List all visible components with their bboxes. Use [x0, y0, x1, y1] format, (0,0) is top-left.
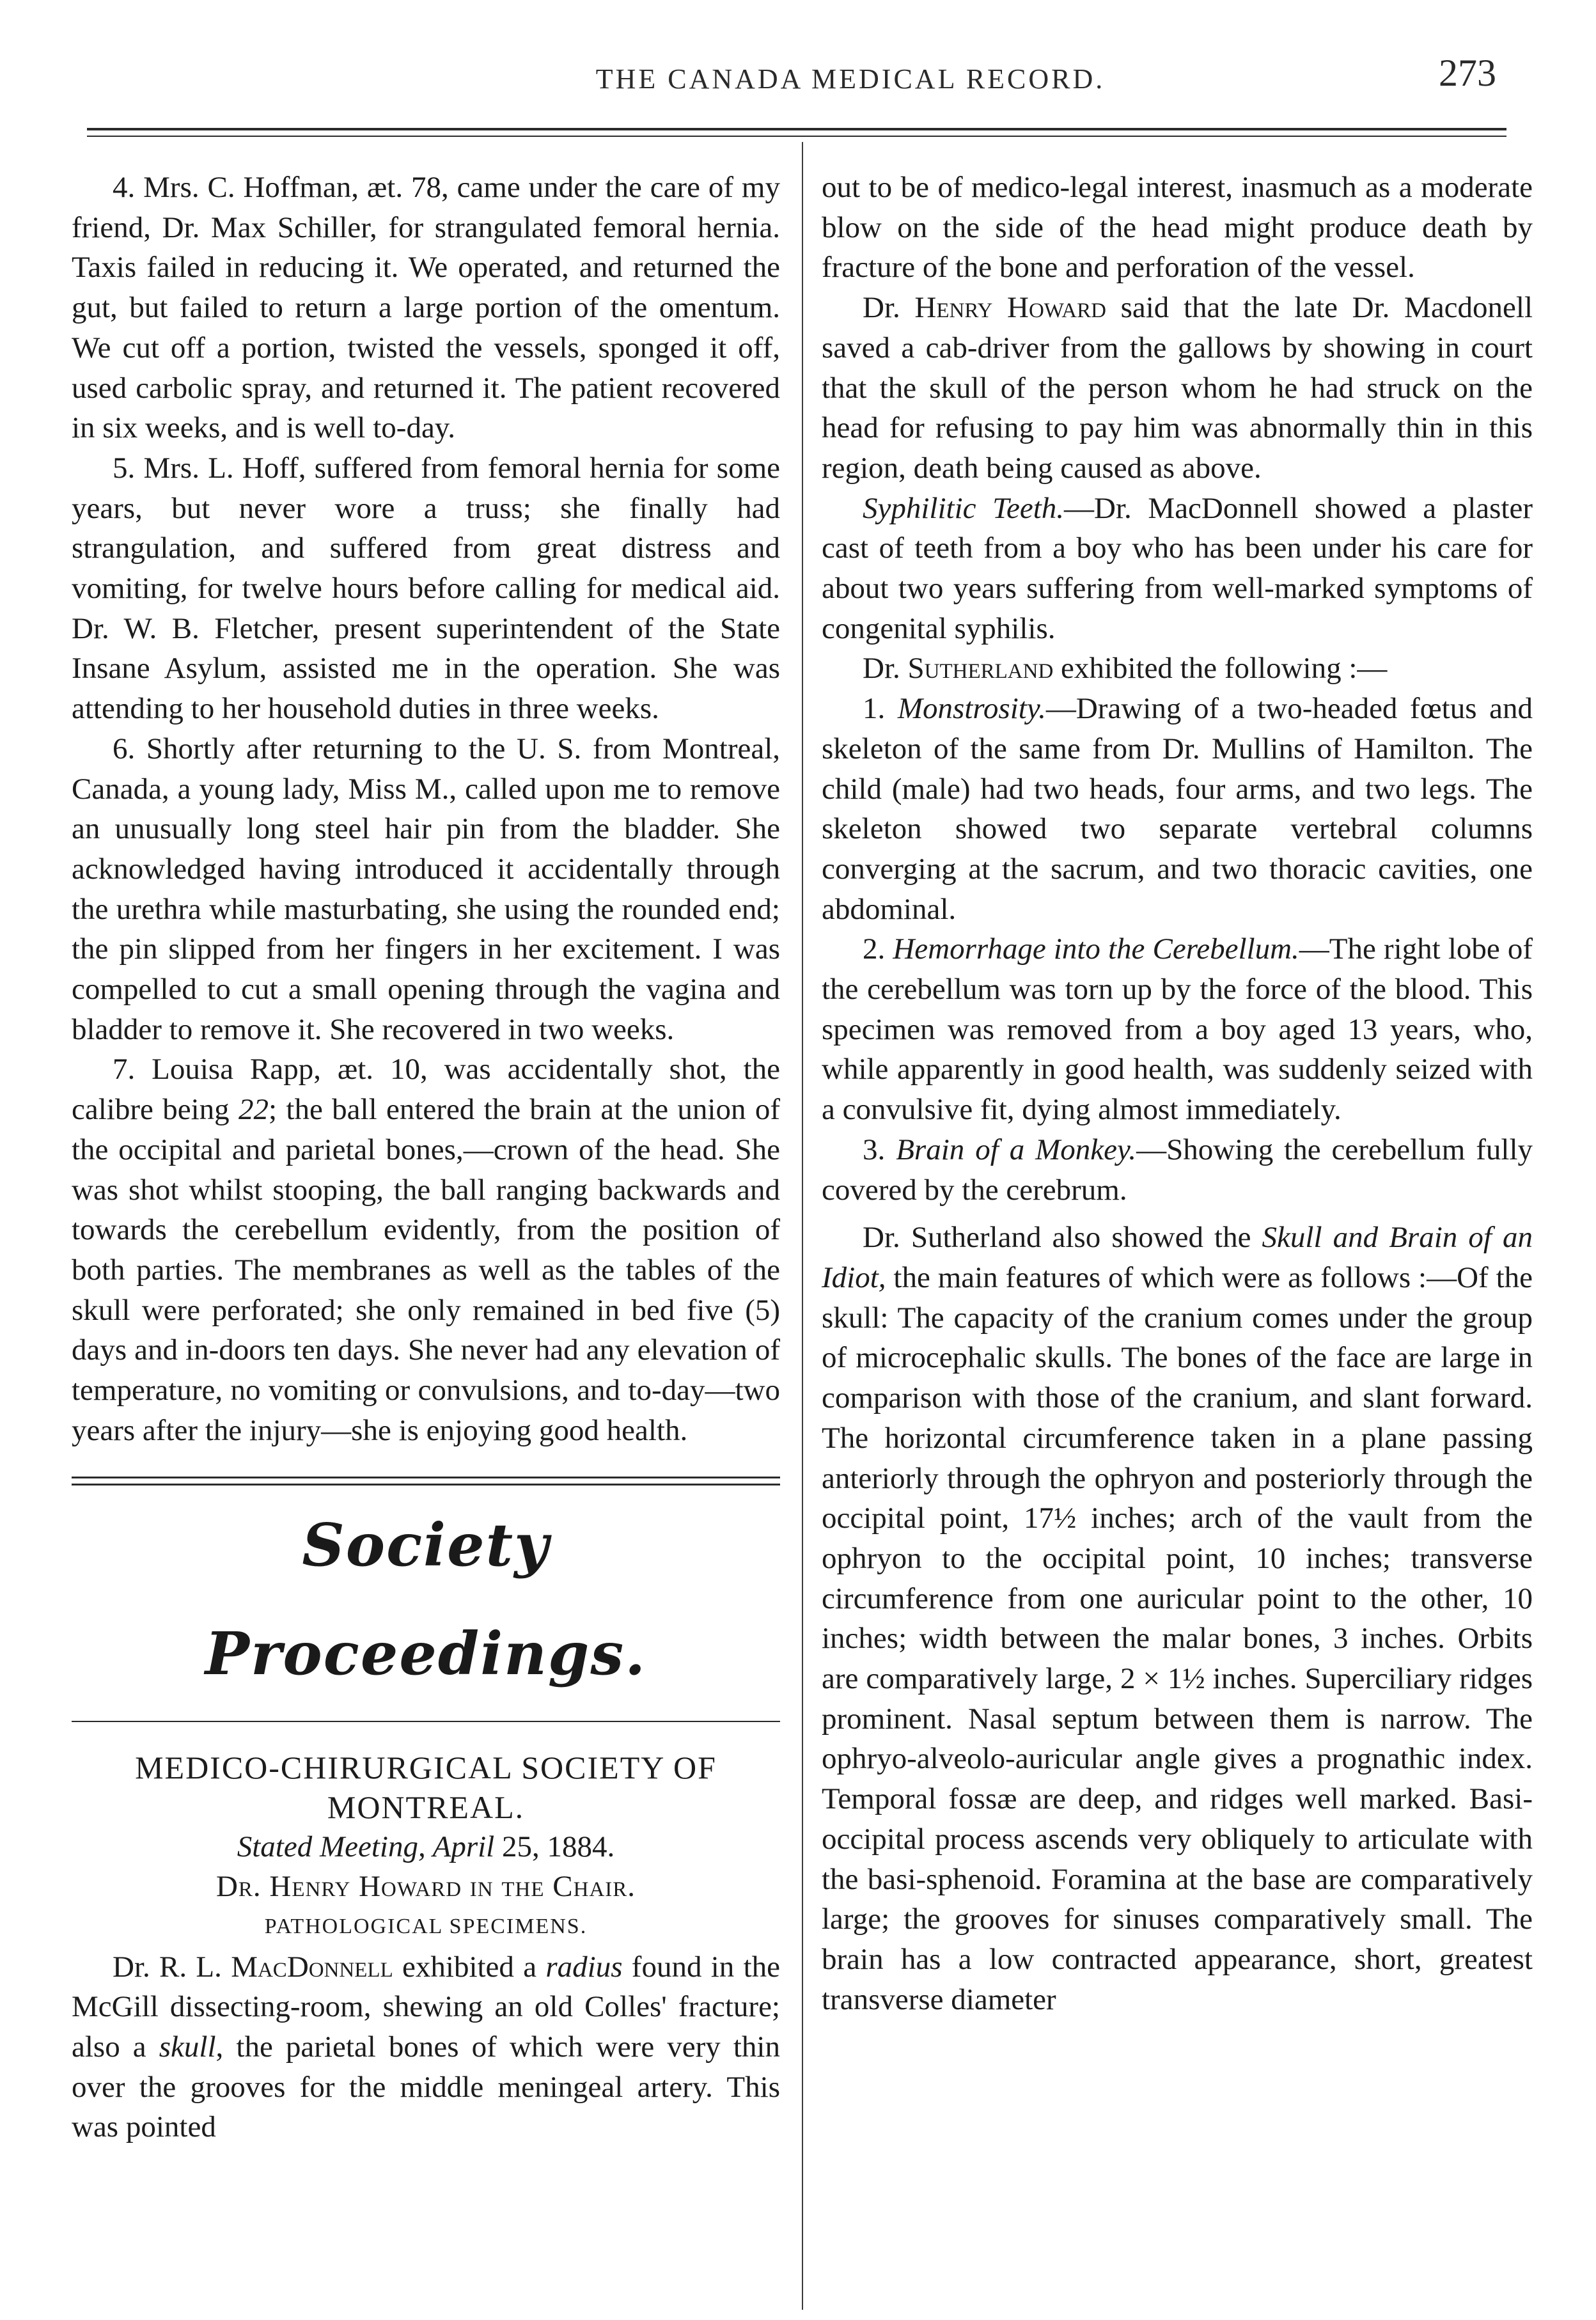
- society-proceedings-heading: Society Proceedings.: [205, 1510, 647, 1688]
- case-7-paragraph: 7. Louisa Rapp, æt. 10, was accidentally shot, the calibre being 22; the ball entered the brain at the union of the occipital and parietal bones,—crown of the head. She was shot whilst stooping, the ball ranging backwards and towards the cerebellum evidently, from the position of both parties. The membranes as well as the tables of the skull were perforated; she only remained in bed five (5) days and in-doors ten days. She never had any elevation of temperature, no vomiting or convulsions, and to-day—two years after the injury—she is enjoying good health.: [72, 1053, 780, 1447]
- section-rule: [72, 1477, 780, 1478]
- meeting-date: Stated Meeting, April 25, 1884.: [237, 1830, 615, 1863]
- left-column: [72, 168, 780, 2147]
- continued-paragraph: out to be of medico-legal interest, inasmuch as a moderate blow on the side of the head might produce death by fracture of the bone and perforation of the vessel.: [822, 171, 1533, 285]
- monkey-brain-item: 3. Brain of a Monkey.—Showing the cerebellum fully covered by the cerebrum.: [822, 1133, 1533, 1207]
- case-4-paragraph: 4. Mrs. C. Hoffman, æt. 78, came under the care of my friend, Dr. Max Schiller, for strangulated femoral hernia. Taxis failed in reducing it. We operated, and returned the gut, but failed to return a large portion of the omentum. We cut off a portion, twisted the vessels, sponged it off, used carbolic spray, and returned it. The patient recovered in six weeks, and is well to-day.: [72, 171, 780, 445]
- page-number: 273: [1439, 52, 1496, 94]
- header-rule: [87, 128, 1506, 130]
- section-rule-bottom: [72, 1721, 780, 1722]
- case-5-paragraph: 5. Mrs. L. Hoff, suffered from femoral hernia for some years, but never wore a truss; she finally had strangulation, and suffered from great distress and vomiting, for twelve hours before calling for medical aid. Dr. W. B. Fletcher, present superintendent of the State Insane Asylum, assisted me in the operation. She was attending to her household duties in three weeks.: [72, 451, 780, 726]
- syphilitic-teeth-paragraph: Syphilitic Teeth.—Dr. MacDonnell showed a plaster cast of teeth from a boy who has been under his care for about two years suffering from well-marked symptoms of congenital syphilis.: [822, 491, 1533, 645]
- society-title: MEDICO-CHIRURGICAL SOCIETY OF MONTREAL.: [135, 1749, 717, 1825]
- idiot-skull-paragraph: Dr. Sutherland also showed the Skull and Brain of an Idiot, the main features of which were as follows :—Of the skull: The capacity of the cranium comes under the group of microcephalic skulls. The bones of the face are large in comparison with those of the cranium, and slant forward. The horizontal circumference taken in a plane passing anteriorly through the ophryon and posteriorly through the occipital point, 17½ inches; arch of the vault from the ophryon to the occipital point, 10 inches; transverse circumference from one auricular point to the other, 10 inches; width between the malar bones, 3 inches. Orbits are comparatively large, 2 × 1½ inches. Superciliary ridges prominent. Nasal septum between them is narrow. The ophryo-alveolo-auricular angle gives a prognathic index. Temporal fossæ are deep, and ridges well marked. Basi-occipital process ascends very obliquely to articulate with the basi-sphenoid. Foramina at the base are comparatively large; the grooves for sinuses comparatively small. The brain has a low contracted appearance, short, greatest transverse diameter: [822, 1221, 1533, 2016]
- page-header: [0, 0, 1596, 121]
- calibre-value: 22: [238, 1093, 269, 1127]
- right-column: [822, 168, 1533, 2019]
- case-6-paragraph: 6. Shortly after returning to the U. S. from Montreal, Canada, a young lady, Miss M., called upon me to remove an unusually long steel hair pin from the bladder. She acknowledged having introduced it accidentally through the urethra while masturbating, she using the rounded end; the pin slipped from her fingers in her excitement. I was compelled to cut a small opening through the vagina and bladder to remove it. She recovered in two weeks.: [72, 732, 780, 1046]
- section-rule-thin: [72, 1484, 780, 1485]
- sutherland-paragraph: Dr. Sutherland exhibited the following :—: [863, 652, 1388, 686]
- header-rule-thin: [87, 136, 1506, 137]
- chair-line: Dr. Henry Howard in the Chair.: [215, 1870, 636, 1904]
- column-divider: [802, 142, 803, 2310]
- howard-paragraph: Dr. Henry Howard said that the late Dr. Macdonell saved a cab-driver from the gallows by showing in court that the skull of the person whom he had struck on the head for refusing to pay him was abnormally thin in this region, death being caused as above.: [822, 291, 1533, 485]
- society-heading-block: [72, 1477, 780, 1722]
- running-head: THE CANADA MEDICAL RECORD.: [595, 63, 1106, 95]
- monstrosity-item: 1. Monstrosity.—Drawing of a two-headed fœtus and skeleton of the same from Dr. Mullins of Hamilton. The child (male) had two heads, four arms, and two legs. The skeleton showed two separate vertebral columns converging at the sacrum, and two thoracic cavities, one abdominal.: [822, 692, 1533, 926]
- section-label: PATHOLOGICAL SPECIMENS.: [264, 1914, 588, 1938]
- hemorrhage-item: 2. Hemorrhage into the Cerebellum.—The right lobe of the cerebellum was torn up by the force of the blood. This specimen was removed from a boy aged 13 years, who, while apparently in good health, was suddenly seized with a convulsive fit, dying almost immediately.: [822, 932, 1533, 1127]
- macdonnell-paragraph: Dr. R. L. MacDonnell exhibited a radius found in the McGill dissecting-room, shewing an old Colles' fracture; also a skull, the parietal bones of which were very thin over the grooves for the middle meningeal artery. This was pointed: [72, 1950, 780, 2144]
